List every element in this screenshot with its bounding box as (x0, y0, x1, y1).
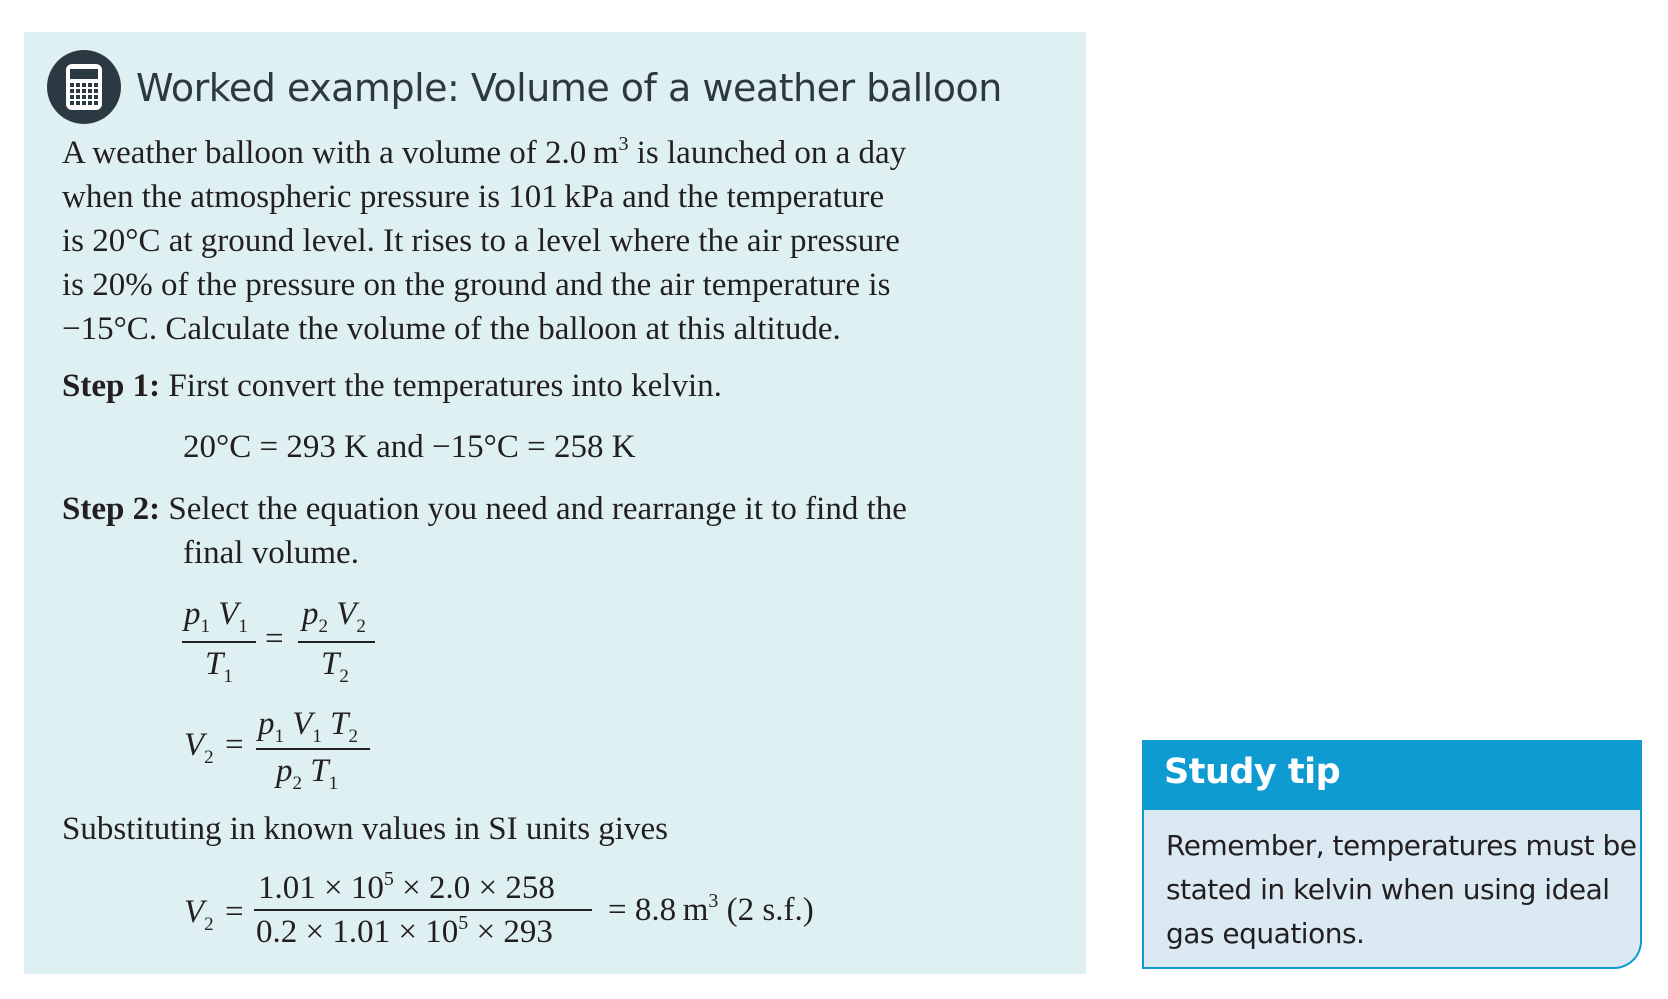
worked-example-title: Worked example: Volume of a weather balloon (136, 66, 1002, 110)
problem-line: is 20% of the pressure on the ground and the air temperature is (62, 267, 891, 303)
study-tip-line: stated in kelvin when using ideal (1166, 873, 1610, 906)
step-2-text-continued: final volume. (183, 535, 359, 571)
step-2 (62, 487, 907, 531)
problem-line: A weather balloon with a volume of 2.0 m (62, 135, 619, 171)
denominator: 0.2 × 1.01 × 10 (256, 914, 459, 950)
problem-line: −15°C. Calculate the volume of the balloon at this altitude. (62, 311, 841, 347)
calculator-icon (47, 50, 121, 124)
step-1-label: Step 1: (62, 368, 161, 404)
step-1-text: First convert the temperatures into kelvin. (168, 368, 722, 404)
study-tip-header (1142, 740, 1642, 810)
study-tip-line: Remember, temperatures must be (1166, 829, 1637, 862)
problem-line: when the atmospheric pressure is 101 kPa and the temperature (62, 179, 885, 215)
step-2-text: Select the equation you need and rearrange it to find the (168, 491, 907, 527)
study-tip-body (1142, 810, 1642, 969)
numerator: 1.01 × 10 (258, 870, 384, 906)
study-tip-line: gas equations. (1166, 917, 1365, 950)
problem-statement: A weather balloon with a volume of 2.0 $m^3$ is launched on a day when the atmospheric pressure is 101 kPa and the temperature is 20°C at ground level. It rises to a level where the air pressure is 20% of the pressure on the ground and the air temperature is −15°C. Calculate the volume of the balloon at this altitude. (62, 131, 906, 351)
study-tip-title: Study tip (1164, 752, 1341, 792)
study-tip-box (1142, 740, 1642, 973)
kelvin-conversion: 20°C = 293 K and −15°C = 258 K (183, 429, 636, 465)
step-1 (62, 364, 722, 408)
substitution-text: Substituting in known values in SI units gives (62, 811, 668, 847)
problem-line: is 20°C at ground level. It rises to a level where the air pressure (62, 223, 900, 259)
result: = 8.8 m (608, 892, 709, 928)
step-2-label: Step 2: (62, 491, 161, 527)
